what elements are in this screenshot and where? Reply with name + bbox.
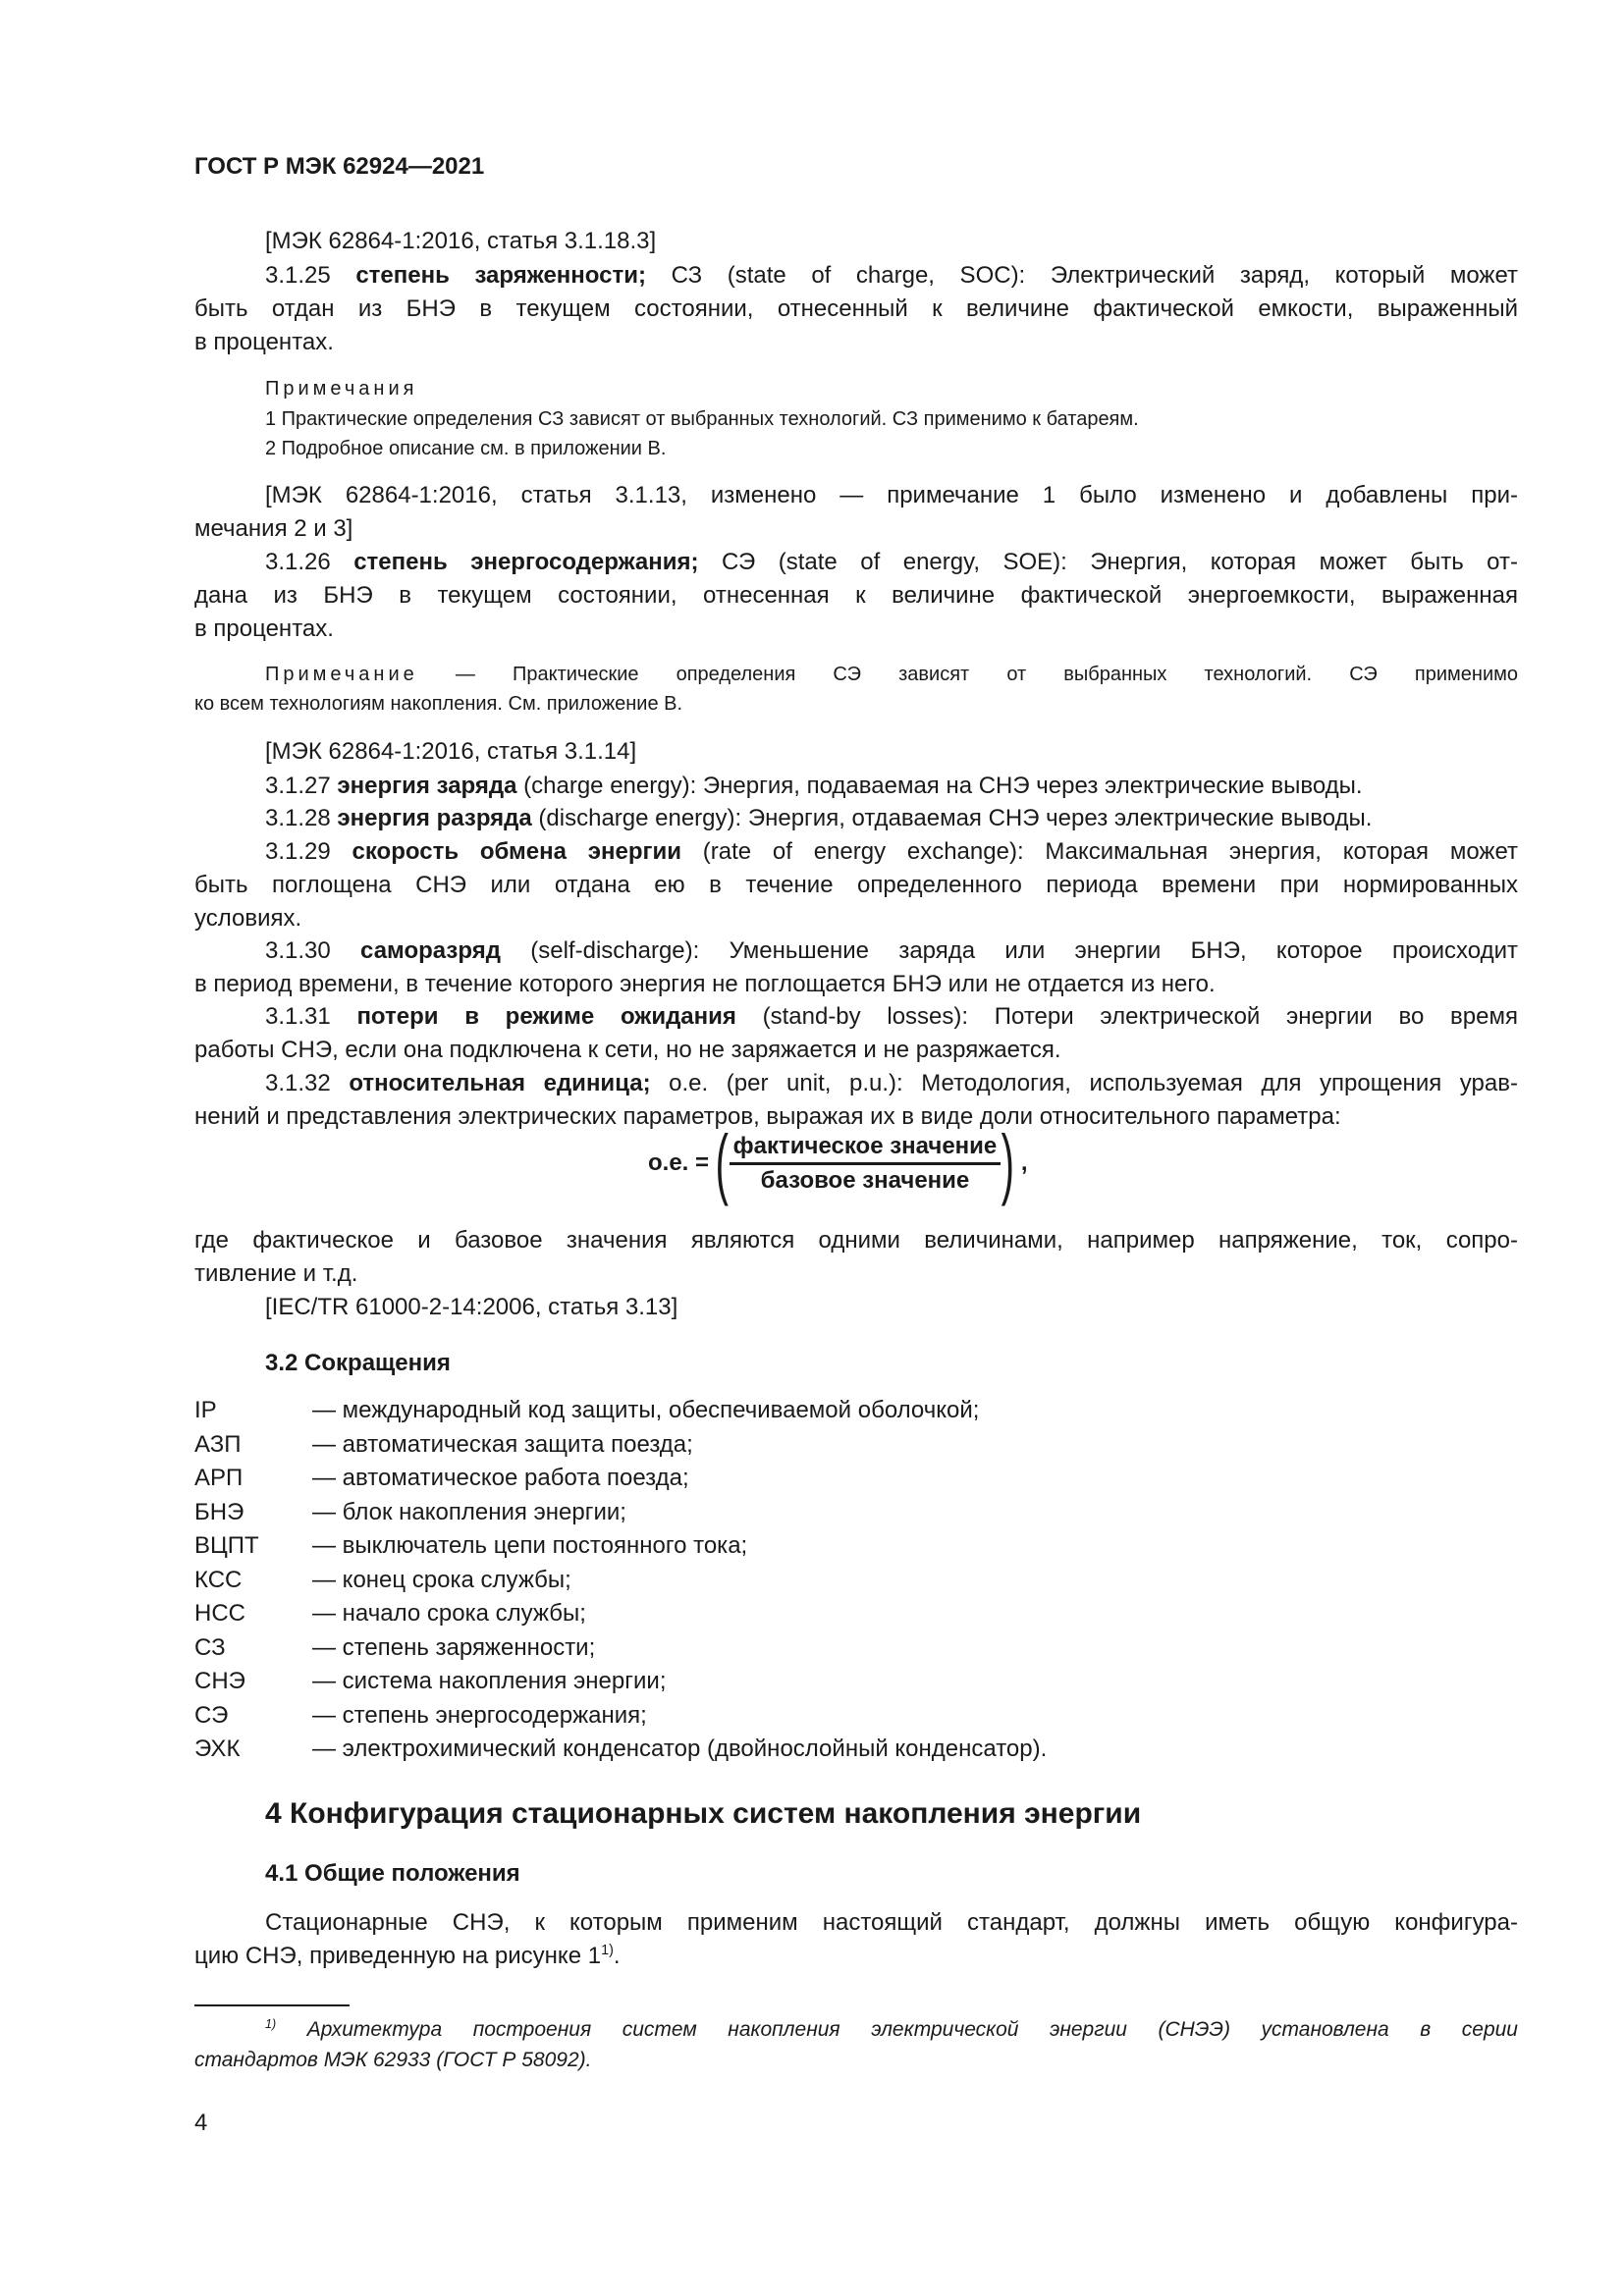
text-segment: СЗ (state of charge, SOC): Электрический заряд, который может bbox=[645, 262, 1518, 289]
abbreviation-item bbox=[194, 1428, 1518, 1463]
abbreviation-code: БНЭ bbox=[194, 1498, 244, 1525]
abbreviation-definition: — степень заряженности; bbox=[312, 1633, 596, 1661]
text-line bbox=[194, 1291, 1518, 1324]
paragraph bbox=[194, 934, 1518, 1001]
abbreviation-code: СЗ bbox=[194, 1633, 226, 1661]
abbreviation-code: СЭ bbox=[194, 1701, 229, 1729]
abbreviation-item bbox=[194, 1496, 1518, 1530]
text-segment: Архитектура построения систем накопления электрической энергии (СНЭЭ) установлена в серии bbox=[276, 2018, 1518, 2041]
per-unit-formula bbox=[648, 1119, 1028, 1207]
text-line bbox=[194, 326, 1518, 359]
text-segment: нений и представления электрических параметров, выражая их в виде доли относительного параметра: bbox=[194, 1103, 1341, 1130]
text-segment: в процентах. bbox=[194, 615, 334, 642]
text-segment: [IEC/TR 61000-2-14:2006, статья 3.13] bbox=[265, 1294, 678, 1320]
text-line bbox=[194, 1347, 1518, 1380]
text-segment: о.е. (per unit, p.u.): Методология, используемая для упрощения урав- bbox=[650, 1070, 1518, 1096]
text-line bbox=[194, 660, 1518, 689]
abbreviation-item bbox=[194, 1631, 1518, 1666]
paragraph bbox=[194, 770, 1518, 803]
abbreviation-item bbox=[194, 1529, 1518, 1564]
text-segment: в процентах. bbox=[194, 329, 334, 355]
text-segment: цию СНЭ, приведенную на рисунке 1 bbox=[194, 1943, 602, 1969]
paragraph bbox=[194, 835, 1518, 935]
text-segment: ко всем технологиям накопления. См. приложение В. bbox=[194, 693, 683, 715]
text-segment: Примечание bbox=[265, 664, 418, 685]
footnote-marker: 1) bbox=[265, 2017, 277, 2031]
text-segment: 3.1.26 bbox=[265, 549, 354, 575]
section-heading bbox=[194, 1857, 1518, 1891]
text-line bbox=[194, 2045, 1518, 2075]
text-segment: (rate of energy exchange): Максимальная энергия, которая может bbox=[681, 838, 1519, 865]
term: энергия заряда bbox=[337, 773, 517, 799]
text-segment: 3.1.31 bbox=[265, 1003, 357, 1030]
note bbox=[194, 374, 1518, 403]
text-line bbox=[194, 735, 1518, 769]
text-line bbox=[194, 1940, 1518, 1973]
formula-lhs: о.е. = bbox=[648, 1149, 710, 1176]
abbreviation-definition: — система накопления энергии; bbox=[312, 1668, 667, 1694]
page-footer bbox=[194, 2107, 1518, 2140]
text-segment: 3.1.28 bbox=[265, 805, 338, 831]
text-segment: (stand-by losses): Потери электрической энергии во время bbox=[735, 1003, 1518, 1030]
paragraph bbox=[194, 735, 1518, 769]
term: степень энергосодержания; bbox=[353, 549, 699, 575]
note bbox=[194, 660, 1518, 719]
fraction-denominator: базовое значение bbox=[760, 1166, 970, 1194]
text-line bbox=[194, 934, 1518, 968]
text-line bbox=[194, 434, 1518, 463]
text-segment: 3.1.30 bbox=[265, 937, 361, 964]
section-heading bbox=[194, 1794, 1518, 1834]
text-line bbox=[194, 374, 1518, 403]
text-segment: [МЭК 62864-1:2016, статья 3.1.13, изменено — примечание 1 было изменено и добавлены при- bbox=[265, 482, 1518, 508]
right-paren: ) bbox=[1001, 1119, 1015, 1206]
text-segment: мечания 2 и 3] bbox=[194, 515, 353, 542]
text-line bbox=[194, 1857, 1518, 1891]
text-segment: (self-discharge): Уменьшение заряда или энергии БНЭ, которое происходит bbox=[500, 937, 1518, 964]
text-line bbox=[194, 512, 1518, 546]
text-line bbox=[194, 1257, 1518, 1291]
text-line bbox=[194, 770, 1518, 803]
section-heading bbox=[194, 1347, 1518, 1380]
abbreviation-item bbox=[194, 1733, 1518, 1767]
paragraph bbox=[194, 1224, 1518, 1291]
document-header bbox=[194, 150, 1518, 184]
text-segment: (discharge energy): Энергия, отдаваемая СНЭ через электрические выводы. bbox=[531, 805, 1373, 831]
term: скорость обмена энергии bbox=[352, 838, 682, 865]
text-line bbox=[194, 1000, 1518, 1034]
abbreviation-definition: — степень энергосодержания; bbox=[312, 1701, 647, 1729]
paragraph bbox=[194, 225, 1518, 258]
text-line bbox=[194, 902, 1518, 935]
abbreviation-code: АРП bbox=[194, 1465, 244, 1491]
abbreviation-item bbox=[194, 1462, 1518, 1496]
text-segment: 3.1.27 bbox=[265, 773, 338, 799]
abbreviation-item bbox=[194, 1597, 1518, 1631]
text-segment: 3.2 Сокращения bbox=[265, 1350, 451, 1376]
note bbox=[194, 434, 1518, 463]
text-segment: 3.1.32 bbox=[265, 1070, 350, 1096]
abbreviation-definition: — автоматическая защита поезда; bbox=[312, 1430, 693, 1458]
abbreviation-code: КСС bbox=[194, 1566, 243, 1593]
paragraph bbox=[194, 1291, 1518, 1324]
text-line bbox=[194, 579, 1518, 613]
paragraph bbox=[194, 1000, 1518, 1067]
text-line bbox=[194, 835, 1518, 869]
text-line bbox=[194, 2014, 1518, 2045]
standard-designation: ГОСТ Р МЭК 62924—2021 bbox=[194, 153, 485, 180]
abbreviation-code: НСС bbox=[194, 1600, 245, 1627]
text-line bbox=[194, 479, 1518, 512]
text-segment: быть поглощена СНЭ или отдана ею в течение определенного периода времени при нормированных bbox=[194, 872, 1518, 898]
text-segment: условиях. bbox=[194, 905, 302, 932]
footnote bbox=[194, 2014, 1518, 2075]
abbreviation-item bbox=[194, 1699, 1518, 1734]
formula-comma: , bbox=[1020, 1149, 1028, 1176]
abbreviation-item bbox=[194, 1665, 1518, 1699]
term: потери в режиме ожидания bbox=[356, 1003, 736, 1030]
text-segment: 4.1 Общие положения bbox=[265, 1860, 520, 1887]
text-segment: работы СНЭ, если она подключена к сети, но не заряжается и не разряжается. bbox=[194, 1037, 1061, 1063]
text-segment: где фактическое и базовое значения являются одними величинами, например напряжение, ток, сопро- bbox=[194, 1227, 1518, 1254]
text-segment: Примечания bbox=[265, 378, 418, 400]
text-segment: тивление и т.д. bbox=[194, 1260, 358, 1287]
text-line bbox=[194, 1906, 1518, 1940]
page-number: 4 bbox=[194, 2109, 208, 2136]
abbreviation-code: ВЦПТ bbox=[194, 1532, 259, 1559]
text-line bbox=[194, 1224, 1518, 1257]
abbreviation-definition: — блок накопления энергии; bbox=[312, 1498, 626, 1525]
text-segment: — Практические определения СЭ зависят от выбранных технологий. СЭ применимо bbox=[417, 664, 1518, 685]
text-segment: . bbox=[613, 1943, 621, 1969]
text-segment: 1 Практические определения СЗ зависят от выбранных технологий. СЗ применимо к батареям. bbox=[265, 408, 1139, 430]
fraction bbox=[730, 1133, 1001, 1195]
text-segment: [МЭК 62864-1:2016, статья 3.1.18.3] bbox=[265, 228, 657, 254]
text-segment: быть отдан из БНЭ в текущем состоянии, отнесенный к величине фактической емкости, выраженный bbox=[194, 295, 1518, 322]
text-segment: Стационарные СНЭ, к которым применим настоящий стандарт, должны иметь общую конфигура- bbox=[265, 1909, 1518, 1936]
footnote-separator bbox=[194, 2004, 350, 2006]
abbreviation-definition: — начало срока службы; bbox=[312, 1600, 586, 1627]
text-line bbox=[194, 869, 1518, 902]
term: энергия разряда bbox=[337, 805, 532, 831]
text-line bbox=[194, 968, 1518, 1001]
text-segment: в период времени, в течение которого энергия не поглощается БНЭ или не отдается из него. bbox=[194, 971, 1216, 997]
note bbox=[194, 404, 1518, 434]
text-line bbox=[194, 259, 1518, 293]
text-line bbox=[194, 802, 1518, 835]
text-line bbox=[194, 1794, 1518, 1834]
term: степень заряженности; bbox=[355, 262, 646, 289]
text-segment: 3.1.29 bbox=[265, 838, 352, 865]
text-line bbox=[194, 689, 1518, 719]
text-segment: дана из БНЭ в текущем состоянии, отнесенная к величине фактической энергоемкости, выраженная bbox=[194, 582, 1518, 609]
paragraph bbox=[194, 259, 1518, 359]
text-line bbox=[194, 404, 1518, 434]
term: саморазряд bbox=[360, 937, 501, 964]
text-segment: СЭ (state of energy, SOE): Энергия, которая может быть от- bbox=[698, 549, 1518, 575]
text-line bbox=[194, 293, 1518, 326]
paragraph bbox=[194, 802, 1518, 835]
text-segment: 4 Конфигурация стационарных систем накопления энергии bbox=[265, 1797, 1142, 1830]
paragraph bbox=[194, 546, 1518, 646]
abbreviations-list bbox=[194, 1394, 1518, 1767]
abbreviation-code: АЗП bbox=[194, 1430, 242, 1458]
text-segment: 2 Подробное описание см. в приложении В. bbox=[265, 438, 667, 459]
abbreviation-item bbox=[194, 1394, 1518, 1428]
abbreviation-item bbox=[194, 1564, 1518, 1598]
text-line bbox=[194, 1067, 1518, 1100]
text-line bbox=[194, 613, 1518, 646]
abbreviation-definition: — автоматическое работа поезда; bbox=[312, 1465, 689, 1491]
abbreviation-code: IP bbox=[194, 1397, 217, 1423]
text-segment: [МЭК 62864-1:2016, статья 3.1.14] bbox=[265, 738, 637, 765]
abbreviation-definition: — электрохимический конденсатор (двойнослойный конденсатор). bbox=[312, 1735, 1048, 1762]
text-segment: стандартов МЭК 62933 (ГОСТ Р 58092). bbox=[194, 2049, 592, 2071]
abbreviation-definition: — международный код защиты, обеспечиваемой оболочкой; bbox=[312, 1397, 980, 1423]
text-line bbox=[194, 225, 1518, 258]
abbreviation-code: ЭХК bbox=[194, 1735, 241, 1762]
paragraph bbox=[194, 479, 1518, 546]
paragraph bbox=[194, 1906, 1518, 1973]
text-segment: 3.1.25 bbox=[265, 262, 356, 289]
footnote-marker: 1) bbox=[601, 1943, 614, 1958]
fraction-numerator: фактическое значение bbox=[730, 1133, 1001, 1165]
text-segment: (charge energy): Энергия, подаваемая на СНЭ через электрические выводы. bbox=[516, 773, 1363, 799]
abbreviation-definition: — конец срока службы; bbox=[312, 1566, 571, 1593]
abbreviation-code: СНЭ bbox=[194, 1668, 245, 1694]
text-line bbox=[194, 546, 1518, 579]
left-paren: ( bbox=[715, 1119, 730, 1206]
term: относительная единица; bbox=[349, 1070, 651, 1096]
text-line bbox=[194, 1034, 1518, 1067]
abbreviation-definition: — выключатель цепи постоянного тока; bbox=[312, 1532, 748, 1559]
